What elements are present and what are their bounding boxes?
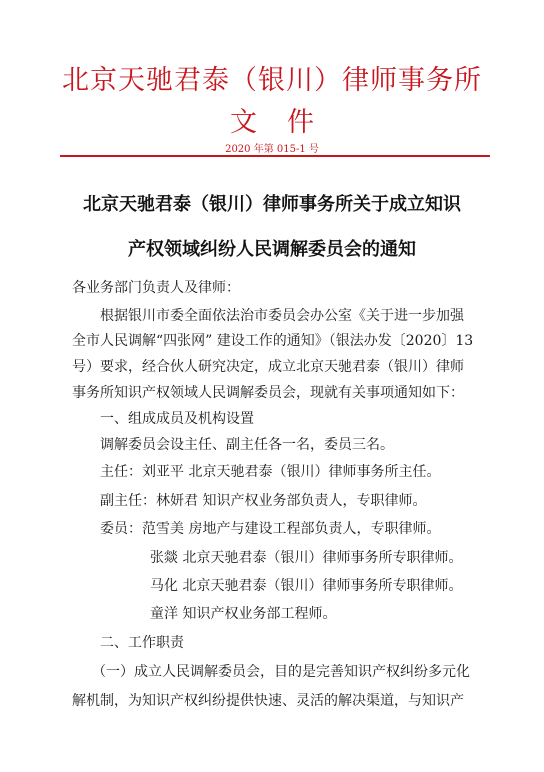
document-label: 文件 (230, 107, 344, 138)
committee-member-1: 委员：范雪美 房地产与建设工程部负责人，专职律师。 (100, 521, 441, 537)
document-title-line-1: 北京天驰君泰（银川）律师事务所关于成立知识 (83, 194, 461, 215)
paragraph-1-line-2: 全市人民调解“四张网” 建设工作的通知》（银法办发〔2020〕13 (72, 333, 474, 349)
section-heading-1: 一、组成成员及机构设置 (100, 411, 254, 427)
document-number: 2020 年第 015-1 号 (225, 144, 319, 155)
paragraph-1-line-4: 事务所知识产权领域人民调解委员会，现就有关事项通知如下： (72, 385, 464, 401)
committee-director: 主任：刘亚平 北京天驰君泰（银川）律师事务所主任。 (100, 464, 441, 480)
committee-member-4: 童洋 知识产权业务部工程师。 (150, 606, 337, 622)
document-title-line-2: 产权领域纠纷人民调解委员会的通知 (128, 239, 416, 260)
paragraph-2-line-1: （一）成立人民调解委员会，目的是完善知识产权纠纷多元化 (92, 664, 470, 680)
issuing-organization: 北京天驰君泰（银川）律师事务所 (62, 65, 482, 96)
header-divider (60, 155, 490, 157)
committee-composition: 调解委员会设主任、副主任各一名，委员三名。 (100, 437, 394, 453)
section-heading-2: 二、工作职责 (100, 635, 184, 651)
paragraph-2-line-2: 解机制，为知识产权纠纷提供快速、灵活的解决渠道，与知识产 (72, 693, 464, 709)
paragraph-1-line-1: 根据银川市委全面依法治市委员会办公室《关于进一步加强 (100, 308, 464, 324)
committee-member-3: 马化 北京天驰君泰（银川）律师事务所专职律师。 (150, 578, 463, 594)
paragraph-1-line-3: 号）要求，经合伙人研究决定，成立北京天驰君泰（银川）律师 (72, 359, 464, 375)
committee-member-2: 张燚 北京天驰君泰（银川）律师事务所专职律师。 (150, 550, 463, 566)
salutation: 各业务部门负责人及律师： (72, 280, 240, 296)
committee-deputy-director: 副主任：林妍君 知识产权业务部负责人，专职律师。 (100, 493, 427, 509)
